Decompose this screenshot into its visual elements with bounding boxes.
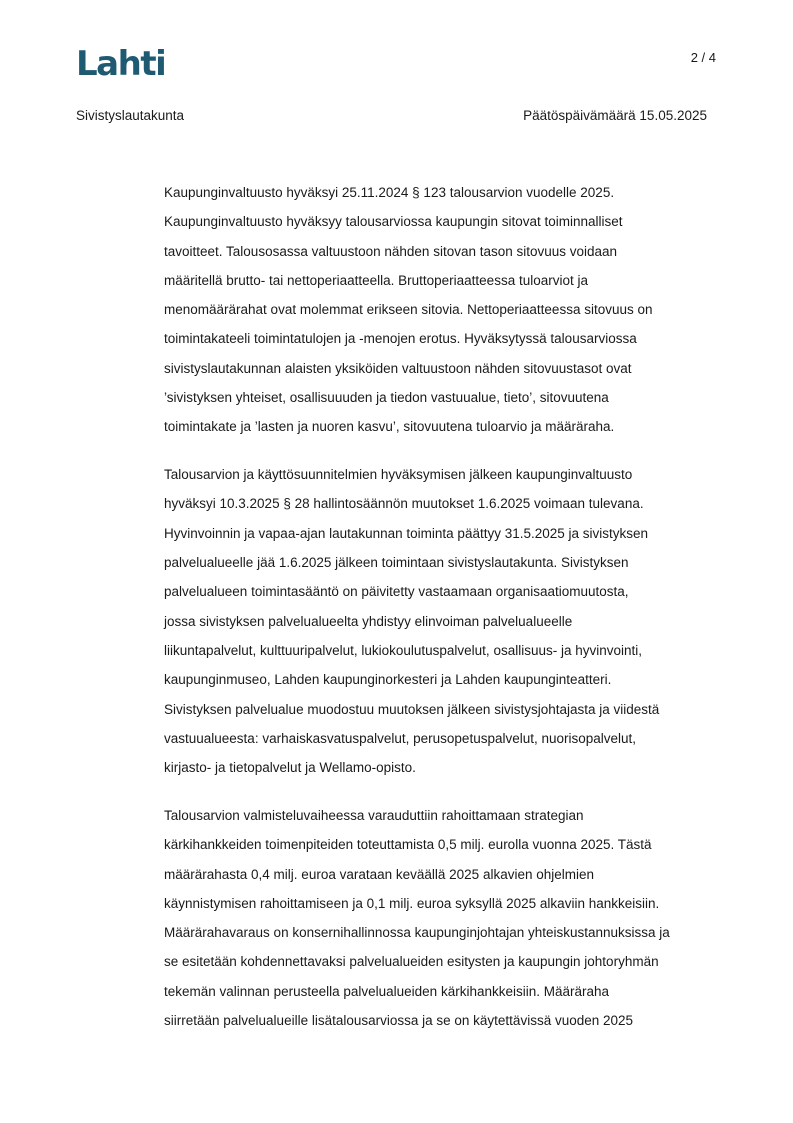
text-line: palvelualueelle jää 1.6.2025 jälkeen toimintaan sivistyslautakunta. Sivistyksen <box>164 555 629 571</box>
committee-name: Sivistyslautakunta <box>76 108 185 123</box>
lahti-logo: Lahti <box>76 44 166 84</box>
text-line: kirjasto- ja tietopalvelut ja Wellamo-opisto. <box>164 760 416 776</box>
text-line: Talousarvion ja käyttösuunnitelmien hyväksymisen jälkeen kaupunginvaltuusto <box>164 467 633 483</box>
text-line: liikuntapalvelut, kulttuuripalvelut, lukiokoulutuspalvelut, osallisuus- ja hyvinvointi, <box>164 642 643 658</box>
text-line: tavoitteet. Talousosassa valtuustoon nähden sitovan tason sitovuus voidaan <box>164 243 618 259</box>
text-line: siirretään palvelualueille lisätalousarviossa ja se on käytettävissä vuoden 2025 <box>164 1013 634 1029</box>
text-line: käynnistymisen rahoittamiseen ja 0,1 milj. euroa syksyllä 2025 alkaviin hankkeisiin. <box>164 895 660 911</box>
text-line: toimintakateeli toimintatulojen ja -menojen erotus. Hyväksytyssä talousarviossa <box>164 331 637 347</box>
text-line: Kaupunginvaltuusto hyväksyy talousarviossa kaupungin sitovat toiminnalliset <box>164 214 623 230</box>
text-line: Hyvinvoinnin ja vapaa-ajan lautakunnan toiminta päättyy 31.5.2025 ja sivistyksen <box>164 525 649 541</box>
text-line: määrärahasta 0,4 milj. euroa varataan keväällä 2025 alkavien ohjelmien <box>164 866 595 882</box>
text-line: ’sivistyksen yhteiset, osallisuuuden ja tiedon vastuualue, tieto’, sitovuutena <box>164 390 609 406</box>
text-line: kaupunginmuseo, Lahden kaupunginorkesteri ja Lahden kaupunginteatteri. <box>164 672 612 688</box>
decision-date: Päätöspäivämäärä 15.05.2025 <box>523 108 707 123</box>
text-line: vastuualueesta: varhaiskasvatuspalvelut, perusopetuspalvelut, nuorisopalvelut, <box>164 730 637 746</box>
text-line: kärkihankkeiden toimenpiteiden toteuttamista 0,5 milj. eurolla vuonna 2025. Tästä <box>164 837 652 853</box>
text-line: Kaupunginvaltuusto hyväksyi 25.11.2024 § 123 talousarvion vuodelle 2025. <box>164 185 615 200</box>
document-body <box>164 178 720 1054</box>
paragraph-strategy-projects <box>164 801 720 1035</box>
text-line: Määrärahavaraus on konsernihallinnossa kaupunginjohtajan yhteiskustannuksissa ja <box>164 925 670 941</box>
text-line: se esitetään kohdennettavaksi palvelualueiden esitysten ja kaupungin johtoryhmän <box>164 954 659 970</box>
text-line: sivistyslautakunnan alaisten yksiköiden valtuustoon nähden sitovuustasot ovat <box>164 360 632 376</box>
text-line: hyväksyi 10.3.2025 § 28 hallintosäännön muutokset 1.6.2025 voimaan tulevana. <box>164 496 644 512</box>
text-line: määritellä brutto- tai nettoperiaatteella. Bruttoperiaatteessa tuloarviot ja <box>164 272 588 288</box>
paragraph-organisation-change <box>164 460 720 782</box>
text-line: tekemän valinnan perusteella palvelualueiden kärkihankkeisiin. Määräraha <box>164 983 610 999</box>
text-line: toimintakate ja ’lasten ja nuoren kasvu’, sitovuutena tuloarvio ja määräraha. <box>164 419 615 435</box>
text-line: palvelualueen toimintasääntö on päivitetty vastaamaan organisaatiomuutosta, <box>164 584 629 600</box>
text-line: Sivistyksen palvelualue muodostuu muutoksen jälkeen sivistysjohtajasta ja viidestä <box>164 701 660 717</box>
text-line: menomäärärahat ovat molemmat erikseen sitovia. Nettoperiaatteessa sitovuus on <box>164 302 653 318</box>
page-number: 2 / 4 <box>690 50 716 65</box>
paragraph-budget <box>164 178 720 442</box>
text-line: jossa sivistyksen palvelualueelta yhdistyy elinvoiman palvelualueelle <box>164 613 573 629</box>
text-line: Talousarvion valmisteluvaiheessa varauduttiin rahoittamaan strategian <box>164 807 584 823</box>
